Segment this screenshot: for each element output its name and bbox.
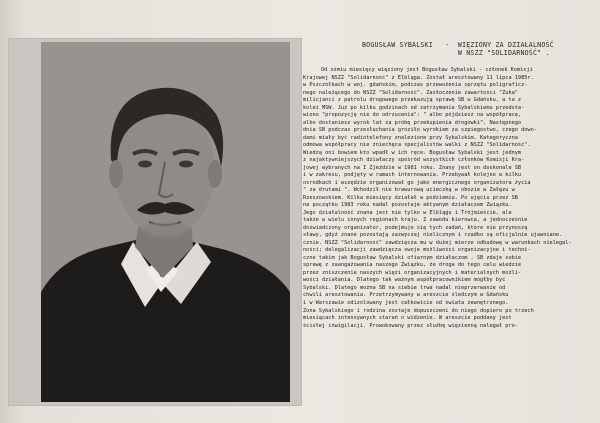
body-line: na początku 1983 roku nadal pozostaje aktywnym działaczem Związku. [303, 202, 512, 209]
portrait-image [41, 42, 290, 402]
body-line: doświadczony organizator, podejmuje się tych zadań, które nie przynoszą [303, 224, 528, 231]
body-line: sprawę z zaangażowania naszego Związku, że droga do tego celu wiedzie [303, 262, 522, 269]
header-separator: - [445, 41, 450, 49]
body-line: dami miały być radiotelefony znalezione przy Sybalskim. Kategoryczna [303, 134, 518, 141]
body-line: dnia SB podczas przesłuchania groziło wyrokiem za szpiegostwo, czego dowo- [303, 127, 537, 134]
body-line: Rzeszowskiem. Kilka miesięcy działał w podziemiu. Po ujęciu przez SB [303, 194, 518, 201]
body-line: Wiedzą oni bowiem kto wpadł w ich ręce. Bogusław Sybalski jest jednym [303, 149, 522, 156]
body-line: czne takim jak Bogusław Sybalski ofiarnym działaczom . SB zdaje sobie [303, 254, 522, 261]
body-line: nego należącego do NSZZ "Solidarność". Zasłoczenie zawartości "Żuka" [303, 89, 518, 96]
body-line: Krajowej NSZZ "Solidarność" z Elbląga. Został aresztowany 11 lipca 1985r. [303, 74, 534, 81]
body-line: albo dostaniesz wyrok lat za próbę przekupienia drogówki". Następnego [303, 119, 522, 126]
body-line: i w zakresu, podjęty w ramach internowania. Przebywał kolejno w kilku [303, 172, 522, 179]
header-title-line2: W NSZZ "SOLIDARNOŚĆ" [457, 49, 542, 57]
body-line: w Pszczółkach w woj. gdańskim, podczas przewożenia sprzętu poligraficz- [303, 82, 528, 89]
body-line: wiono "propozycję nie do odrzucenia": " albo pójdziesz na współpracę, [303, 112, 522, 119]
body-line: wości działania. Dlatego tak ważnym współpracownikiem mógłby być [303, 277, 506, 284]
header-title-line1: WIĘZIONY ZA DZIAŁALNOŚĆ [457, 41, 554, 49]
body-line: ności; delegalizacji zawdzięcza swoje możliwości organizacyjne i techni- [303, 247, 531, 254]
body-line: jowej wybranych na I Zjeździe w 1981 roku. Znany jest on doskonale SB [303, 164, 522, 171]
body-line: miesiącach intensywnych starań o widzenie. W areszcie poddany jest [303, 315, 512, 322]
body-line: Sybalski. Dlatego można SB na siebie trwa nadal nieprzerwanie od [303, 284, 506, 291]
body-line: także w wielu innych regionach kraju. Z zawodu kierowca, a jednocześnie [303, 217, 528, 224]
body-line: chwili aresztowania. Przetrzymywany w areszcie śledczym w Gdańsku [303, 292, 509, 299]
portrait-photo [41, 42, 290, 402]
header-title-end: . [545, 49, 550, 57]
body-line: z najaktywniejszych działaczy spośród wszystkich członków Komisji Kra- [303, 157, 525, 164]
article-body [303, 67, 595, 419]
body-line: " za drutami ". Wchodził nie brawurową ucieczką w obozie w Załęzu w [303, 187, 515, 194]
body-line: Jego działalność znana jest nie tylko w Elblągu i Trójmieście, ale [303, 209, 512, 216]
body-line: ścisłej inwigilacji. Prowokowany przez służbę więzienną nalegał pro- [303, 322, 518, 329]
body-line: sławy, gdyż znane pozostają zazwyczaj nielicznym i rzadko są oficjalnie ujawniane. [303, 232, 563, 239]
document-header [362, 41, 592, 57]
body-line: cznie. NSZZ "Solidarność" zawdzięcza mu w dużej mierze odbudowę w warunkach nielegal- [303, 239, 572, 246]
body-line: Od ośmiu miesięcy więziony jest Bogusław Sybalski - członek Komisji [321, 67, 533, 73]
body-line: Żona Sybalskiego i rodzina zostaje dopuszczeni do niego dopiero po trzech [303, 307, 534, 314]
body-line: i w Warszawie odizolowany jest całkowicie od świata zewnętrznego. [303, 299, 509, 306]
body-line: kolei MSW. Już po kilku godzinach od zatrzymania Sybalskiemu przedsta- [303, 104, 525, 111]
body-line: odmowa współpracy nie zniechęca specjalistów walki z NSZZ "Solidarność". [303, 142, 531, 149]
body-line: przez zniszczenie naszych więzi organizacyjnych i materialnych możli- [303, 269, 522, 276]
body-line: ośrodkach i wszędzie organizował go jako energicznego organizatora życia [303, 179, 531, 186]
body-line: milicjanci z patrolu drogowego przekazują sprawę SB w Gdańsku, a ta z [303, 97, 522, 104]
author-name: BOGUSŁAW SYBALSKI [362, 41, 433, 49]
